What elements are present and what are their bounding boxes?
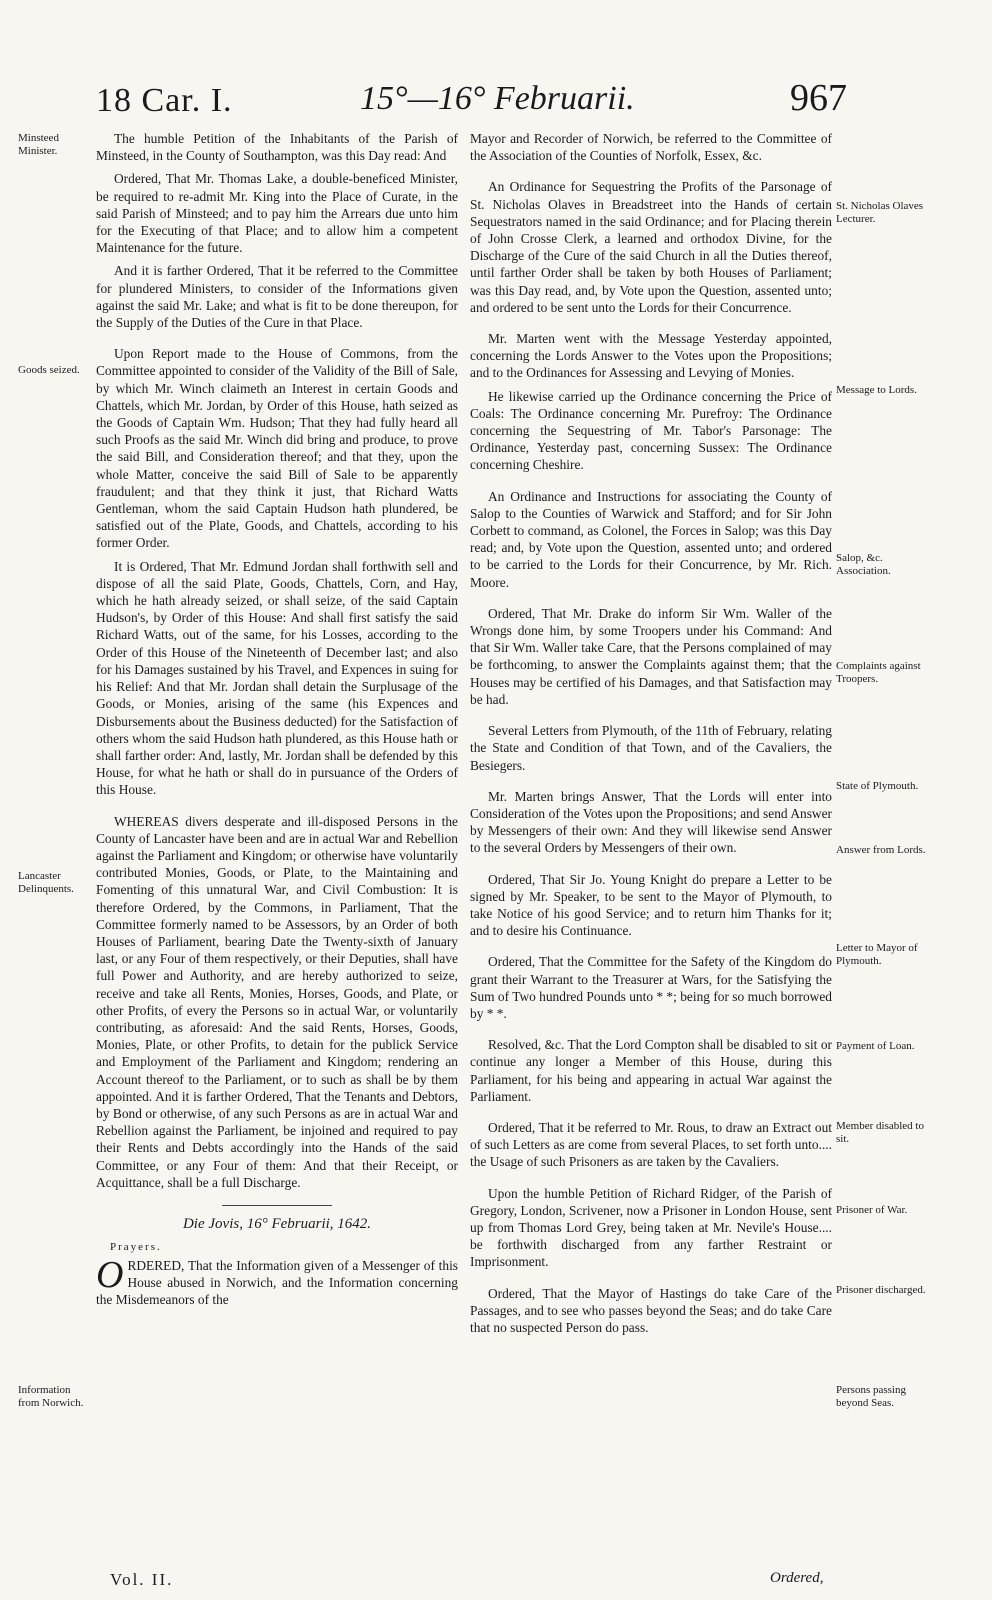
right-column: [470, 130, 832, 1342]
margin-note: Goods seized.: [18, 364, 80, 376]
margin-note: Salop, &c. Association.: [836, 552, 891, 577]
paragraph: Ordered, That Sir Jo. Young Knight do prepare a Letter to be signed by Mr. Speaker, to be sent to the Mayor of Plymouth, to take Notice of his good Service; and to return him Thanks for it; and to desire his Continuance.: [470, 871, 832, 939]
margin-note: Message to Lords.: [836, 384, 917, 396]
volume-signature: Vol. II.: [110, 1570, 174, 1589]
regnal-year: 18 Car. I.: [96, 82, 233, 119]
margin-note: Letter to Mayor of Plymouth.: [836, 942, 918, 967]
paragraph: Ordered, That the Mayor of Hastings do take Care of the Passages, and to see who passes beyond the Seas; and do take Care that no suspected Person do pass.: [470, 1285, 832, 1335]
paragraph: An Ordinance and Instructions for associating the County of Salop to the Counties of Warwick and Stafford; and for Sir John Corbett to command, as Colonel, the Forces in Salop; was this Day read; and, by Vote upon the Question, assented unto; and ordered to be carried to the Lords for their Concurrence, by Mr. Rich. Moore.: [470, 488, 832, 590]
paragraph: Ordered, That the Committee for the Safety of the Kingdom do grant their Warrant to the Treasurer at Wars, for the Satisfying the Sum of Two hundred Pounds unto * *; being for so much borrowed by * *.: [470, 954, 832, 1021]
section-divider: [222, 1205, 332, 1206]
catchword: Ordered,: [770, 1570, 824, 1586]
margin-note: Information from Norwich.: [18, 1384, 84, 1409]
drop-cap: O: [96, 1253, 124, 1296]
left-column: [96, 130, 458, 1315]
paragraph: Ordered, That Mr. Thomas Lake, a double-beneficed Minister, be required to re-admit Mr. King into the Place of Curate, in the said Parish of Minsteed; and to pay him the Arrears due unto him for the Executing of that Place; and to allow him a competent Maintenance for the future.: [96, 171, 458, 256]
margin-note: Prisoner of War.: [836, 1204, 908, 1216]
order-paragraph: [96, 1253, 458, 1309]
date-range: 15°—16° Februarii.: [360, 80, 635, 117]
margin-note: Minsteed Minister.: [18, 132, 59, 157]
paragraph: Mr. Marten brings Answer, That the Lords will enter into Consideration of the Votes upon the Propositions; and send Answer by Messengers of their own: And they will likewise send Answer to the several Orders by Messengers of their own.: [470, 788, 832, 856]
margin-note: Persons passing beyond Seas.: [836, 1384, 906, 1409]
paragraph: Resolved, &c. That the Lord Compton shall be disabled to sit or continue any longer a Member of this House, during this Parliament, for his being and appearing in actual War against the Parliament.: [470, 1037, 832, 1104]
margin-note: Payment of Loan.: [836, 1040, 915, 1052]
paragraph: Upon Report made to the House of Commons, from the Committee appointed to consider of the Validity of the Bill of Sale, by which Mr. Winch claimeth an Interest in certain Goods and Chattels, which Mr. Jordan, by Order of this House, hath seized as the Goods of Captain Wm. Hudson; That they had fully heard all such Proofs as the said Mr. Winch did bring and produce, to prove the said Bill, and Consideration thereof; and that they, upon the whole Matter, conceive the said Bill of Sale to be apparently fraudulent; and that they think it just, that Richard Watts Gentleman, whom the said Captain Hudson hath plundered, be satisfied out of the Plate, Goods, and Chattels, according to his former Order.: [96, 346, 458, 551]
margin-note: Complaints against Troopers.: [836, 660, 921, 685]
paragraph: It is Ordered, That Mr. Edmund Jordan shall forthwith sell and dispose of all the said Plate, Goods, Chattels, Corn, and Hay, which he hath already seized, or shall seize, of the said Captain Hudson's, by Order of this House: And shall first satisfy the said Richard Watts, out of the same, for his Losses, according to the Order of this House of the Nineteenth of December last; and also for his Damages sustained by his Travel, and Expences in suing for his Relief: And that Mr. Jordan shall detain the Surplusage of the Goods, or Monies, arising of the same (his Expences and Disbursements about the Business deducted) for the Satisfaction of others whom the said Hudson hath plundered, as this House hath or shall farther order: And, lastly, Mr. Jordan shall be defended by this House, for what he hath or shall do in pursuance of the Orders of this House.: [96, 558, 458, 798]
margin-note: St. Nicholas Olaves Lecturer.: [836, 200, 924, 225]
paragraph: He likewise carried up the Ordinance concerning the Price of Coals: The Ordinance concerning Mr. Purefroy: The Ordinance concerning the Sequestring of Mr. Tabor's Parsonage: The Ordinance, Yesterday past, concerning Sussex: The Ordinance concerning Cheshire.: [470, 388, 832, 473]
paragraph: WHEREAS divers desperate and ill-disposed Persons in the County of Lancaster have been and are in actual War and Rebellion against the Parliament and Kingdom; or otherwise have voluntarily contributed Monies, Goods, or Plate, to the Maintaining and Fomenting of this unnatural War, and Civil Combustion: It is therefore Ordered, by the Commons, in Parliament, That the Committee formerly named to be Assessors, by an Order of both Houses of Parliament, bearing Date the Twenty-sixth of January last, or any Four of them respectively, or their Deputies, shall have full Power and Authority, and are hereby authorized to seize, receive and take all Rents, Monies, Horses, Goods, and Plate, or other Profits, of every the Persons so in actual War, or voluntarily contributing, as aforesaid: And the said Rents, Horses, Goods, Monies, Plate, or other Profits, to detain for the publick Service and Employment of the Parliament and Kingdom; rendering an Account thereof to the Parliament, or to such as shall be by them appointed. And it is farther Ordered, That the Tenants and Debtors, by Bond or otherwise, of any such Persons as are in actual War and Rebellion against the Parliament, be injoined and required to pay their Rents and Debts accordingly into the Hands of the said Committee, or any Four of them: And that their Receipt, or Acquittance, shall be a full Discharge.: [96, 813, 458, 1190]
margin-note: Prisoner discharged.: [836, 1284, 926, 1296]
paragraph: The humble Petition of the Inhabitants of the Parish of Minsteed, in the County of Southampton, was this Day read: And: [96, 131, 458, 164]
page-header: [0, 76, 992, 124]
sitting-date: Die Jovis, 16° Februarii, 1642.: [182, 1215, 372, 1232]
margin-note: Answer from Lords.: [836, 844, 926, 856]
page-number: 967: [790, 77, 847, 119]
margin-note: Member disabled to sit.: [836, 1120, 924, 1145]
margin-note: Lancaster Delinquents.: [18, 870, 74, 895]
paragraph: Upon the humble Petition of Richard Ridger, of the Parish of Gregory, London, Scrivener, now a Prisoner in London House, sent up from Thomas Lord Grey, being taken at Mr. Nevile's House.... be forthwith discharged from any farther Restraint or Imprisonment.: [470, 1185, 832, 1270]
paragraph: Ordered, That Mr. Drake do inform Sir Wm. Waller of the Wrongs done him, by some Troopers under his Command: And that Sir Wm. Waller take Care, that the Persons complained of may be forthcoming, to answer the Complaints against them; that the Houses may be certified of his Damages, and that Satisfaction may be had.: [470, 605, 832, 707]
paragraph: Several Letters from Plymouth, of the 11th of February, relating the State and Condition of that Town, and of the Cavaliers, the Besiegers.: [470, 723, 832, 773]
margin-note: State of Plymouth.: [836, 780, 919, 792]
paragraph: And it is farther Ordered, That it be referred to the Committee for plundered Ministers, to consider of the Informations given against the said Mr. Lake; and what is fit to be done thereupon, for the Supply of the Duties of the Cure in that Place.: [96, 263, 458, 331]
paragraph: RDERED, That the Information given of a Messenger of this House abused in Norwich, and the Information concerning the Misdemeanors of the: [96, 1257, 458, 1308]
paragraph: Ordered, That it be referred to Mr. Rous, to draw an Extract out of such Letters as are come from several Places, to set forth unto.... the Usage of such Prisoners as are taken by the Cavaliers.: [470, 1119, 832, 1170]
paragraph: Mr. Marten went with the Message Yesterday appointed, concerning the Lords Answer to the Votes upon the Propositions; and to the Ordinances for Assessing and Levying of Monies.: [470, 331, 832, 381]
paragraph: An Ordinance for Sequestring the Profits of the Parsonage of St. Nicholas Olaves in Breadstreet into the Hands of certain Sequestrators named in the said Ordinance; and for Placing therein of John Crosse Clerk, a learned and orthodox Divine, for the Discharge of the Cure of the said Church in all the Duties thereof, until farther Order shall be taken by both Houses of Parliament; was this Day read, and, by Vote upon the Question, assented unto; and ordered to be sent unto the Lords for their Concurrence.: [470, 179, 832, 315]
paragraph: Mayor and Recorder of Norwich, be referred to the Committee of the Association of the Counties of Norfolk, Essex, &c.: [470, 131, 832, 164]
prayers-heading: Prayers.: [110, 1240, 162, 1253]
